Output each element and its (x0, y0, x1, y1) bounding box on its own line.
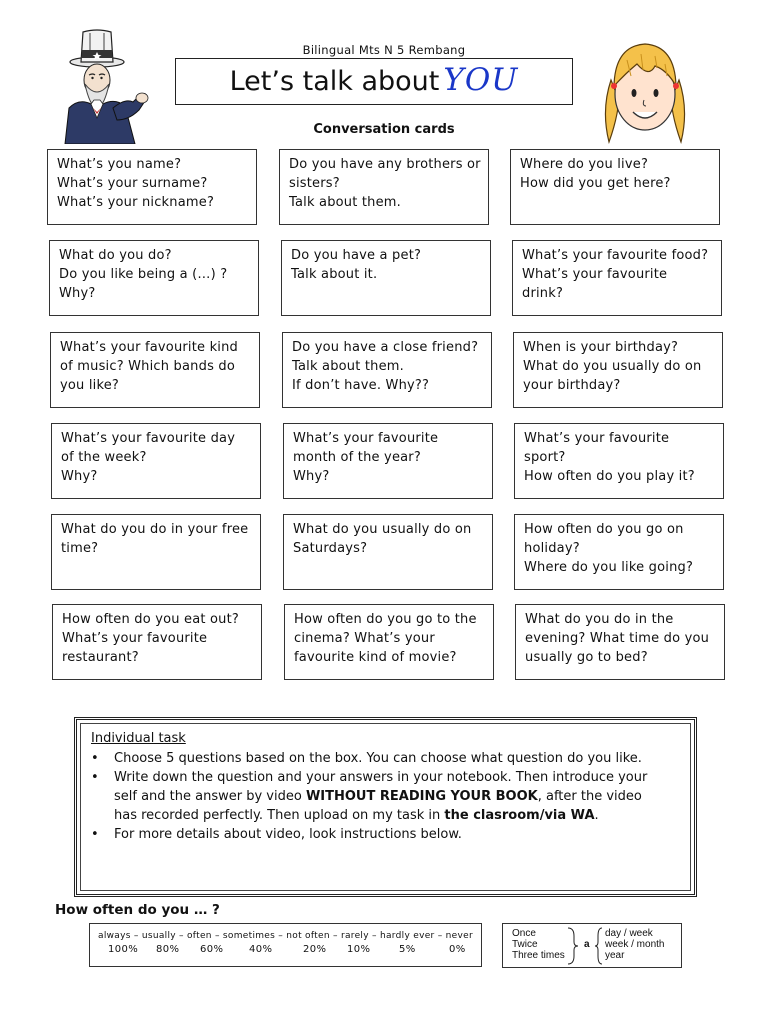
card-question-line: sisters? (289, 176, 340, 191)
frequency-words: always – usually – often – sometimes – not often – rarely – hardly ever – never (98, 931, 473, 941)
times-middle: a (584, 939, 590, 950)
frequency-percent: 20% (303, 944, 327, 955)
card-question-line: favourite kind of movie? (294, 650, 457, 665)
conversation-card (284, 604, 494, 680)
conversation-card (52, 604, 262, 680)
conversation-card (283, 423, 493, 499)
task-bullet-1: • Choose 5 questions based on the box. You can choose what question do you like. (91, 751, 642, 766)
card-question-line: What’s your favourite (62, 631, 208, 646)
card-question-line: What’s your favourite day (61, 431, 236, 446)
page-subtitle: Conversation cards (313, 122, 455, 137)
times-left: Once Twice Three times (512, 928, 565, 961)
frequency-percent: 80% (156, 944, 180, 955)
card-question-line: When is your birthday? (523, 340, 679, 355)
conversation-card (279, 149, 489, 225)
card-question-line: Do you have a pet? (291, 248, 422, 263)
frequency-percent: 100% (108, 944, 139, 955)
title-you-word: YOU (443, 62, 519, 98)
card-question-line: What’s your favourite (524, 431, 670, 446)
card-question-line: How often do you go on (524, 522, 684, 537)
task-bullet-3: • For more details about video, look instructions below. (91, 827, 462, 842)
conversation-card (514, 423, 724, 499)
frequency-box (89, 923, 482, 967)
card-question-line: restaurant? (62, 650, 139, 665)
card-question-line: time? (61, 541, 99, 556)
times-right: day / week week / month year (605, 928, 665, 961)
conversation-card (49, 240, 259, 316)
card-question-line: Where do you like going? (524, 560, 694, 575)
card-question-line: Why? (61, 469, 98, 484)
conversation-card (47, 149, 257, 225)
card-question-line: What’s your surname? (57, 176, 208, 191)
task-bullet-2: • Write down the question and your answers in your notebook. Then introduce your self and the answer by video WITHOUT READING YOUR BOOK, after the video has recorded perfectly. Then upload on my task in the clasroom/via WA. (91, 770, 648, 823)
frequency-heading: How often do you … ? (55, 902, 220, 918)
card-question-line: What do you do in your free (61, 522, 249, 537)
frequency-percent: 0% (449, 944, 466, 955)
card-question-line: Why? (59, 286, 96, 301)
conversation-card (512, 240, 722, 316)
card-question-line: evening? What time do you (525, 631, 710, 646)
conversation-card (513, 332, 723, 408)
brace-left-icon (566, 926, 580, 966)
conversation-card (282, 332, 492, 408)
page-title: Let’s talk about (229, 66, 440, 97)
conversation-card (281, 240, 491, 316)
title-box (175, 58, 573, 105)
card-question-line: you like? (60, 378, 120, 393)
card-question-line: of music? Which bands do (60, 359, 235, 374)
card-question-line: cinema? What’s your (294, 631, 435, 646)
card-question-line: Talk about them. (289, 195, 401, 210)
task-heading: Individual task (91, 731, 186, 746)
card-question-line: month of the year? (293, 450, 421, 465)
frequency-percent: 5% (399, 944, 416, 955)
card-question-line: What do you usually do on (523, 359, 702, 374)
conversation-card (51, 423, 261, 499)
brace-right-icon (594, 926, 604, 966)
card-question-line: holiday? (524, 541, 580, 556)
bullet-icon: • (91, 751, 99, 766)
card-question-line: Do you have a close friend? (292, 340, 479, 355)
card-question-line: your birthday? (523, 378, 621, 393)
conversation-card (51, 514, 261, 590)
conversation-card (510, 149, 720, 225)
card-question-line: Where do you live? (520, 157, 649, 172)
bullet-icon: • (91, 827, 99, 842)
card-question-line: What do you usually do on (293, 522, 472, 537)
card-question-line: What’s your favourite food? (522, 248, 709, 263)
frequency-percent: 60% (200, 944, 224, 955)
card-question-line: How often do you play it? (524, 469, 695, 484)
card-question-line: Why? (293, 469, 330, 484)
school-name: Bilingual Mts N 5 Rembang (302, 43, 466, 57)
card-question-line: What’s your favourite (293, 431, 439, 446)
card-question-line: What’s your favourite (522, 267, 668, 282)
task-bullets (88, 749, 688, 844)
card-question-line: Do you like being a (…) ? (59, 267, 228, 282)
card-question-line: sport? (524, 450, 566, 465)
conversation-card (283, 514, 493, 590)
card-question-line: What’s you name? (57, 157, 182, 172)
conversation-card (514, 514, 724, 590)
frequency-percent: 40% (249, 944, 273, 955)
card-question-line: drink? (522, 286, 564, 301)
card-question-line: What’s your favourite kind (60, 340, 239, 355)
bullet-icon: • (91, 770, 99, 785)
card-question-line: What do you do in the (525, 612, 674, 627)
card-question-line: What do you do? (59, 248, 172, 263)
card-question-line: usually go to bed? (525, 650, 648, 665)
card-question-line: Saturdays? (293, 541, 368, 556)
card-question-line: Talk about them. (292, 359, 404, 374)
card-question-line: Talk about it. (291, 267, 378, 282)
conversation-card (50, 332, 260, 408)
frequency-percent: 10% (347, 944, 371, 955)
card-question-line: If don’t have. Why?? (292, 378, 430, 393)
conversation-card (515, 604, 725, 680)
card-question-line: How did you get here? (520, 176, 671, 191)
card-question-line: Do you have any brothers or (289, 157, 481, 172)
card-question-line: of the week? (61, 450, 147, 465)
card-question-line: How often do you eat out? (62, 612, 240, 627)
card-question-line: What’s your nickname? (57, 195, 215, 210)
card-question-line: How often do you go to the (294, 612, 477, 627)
